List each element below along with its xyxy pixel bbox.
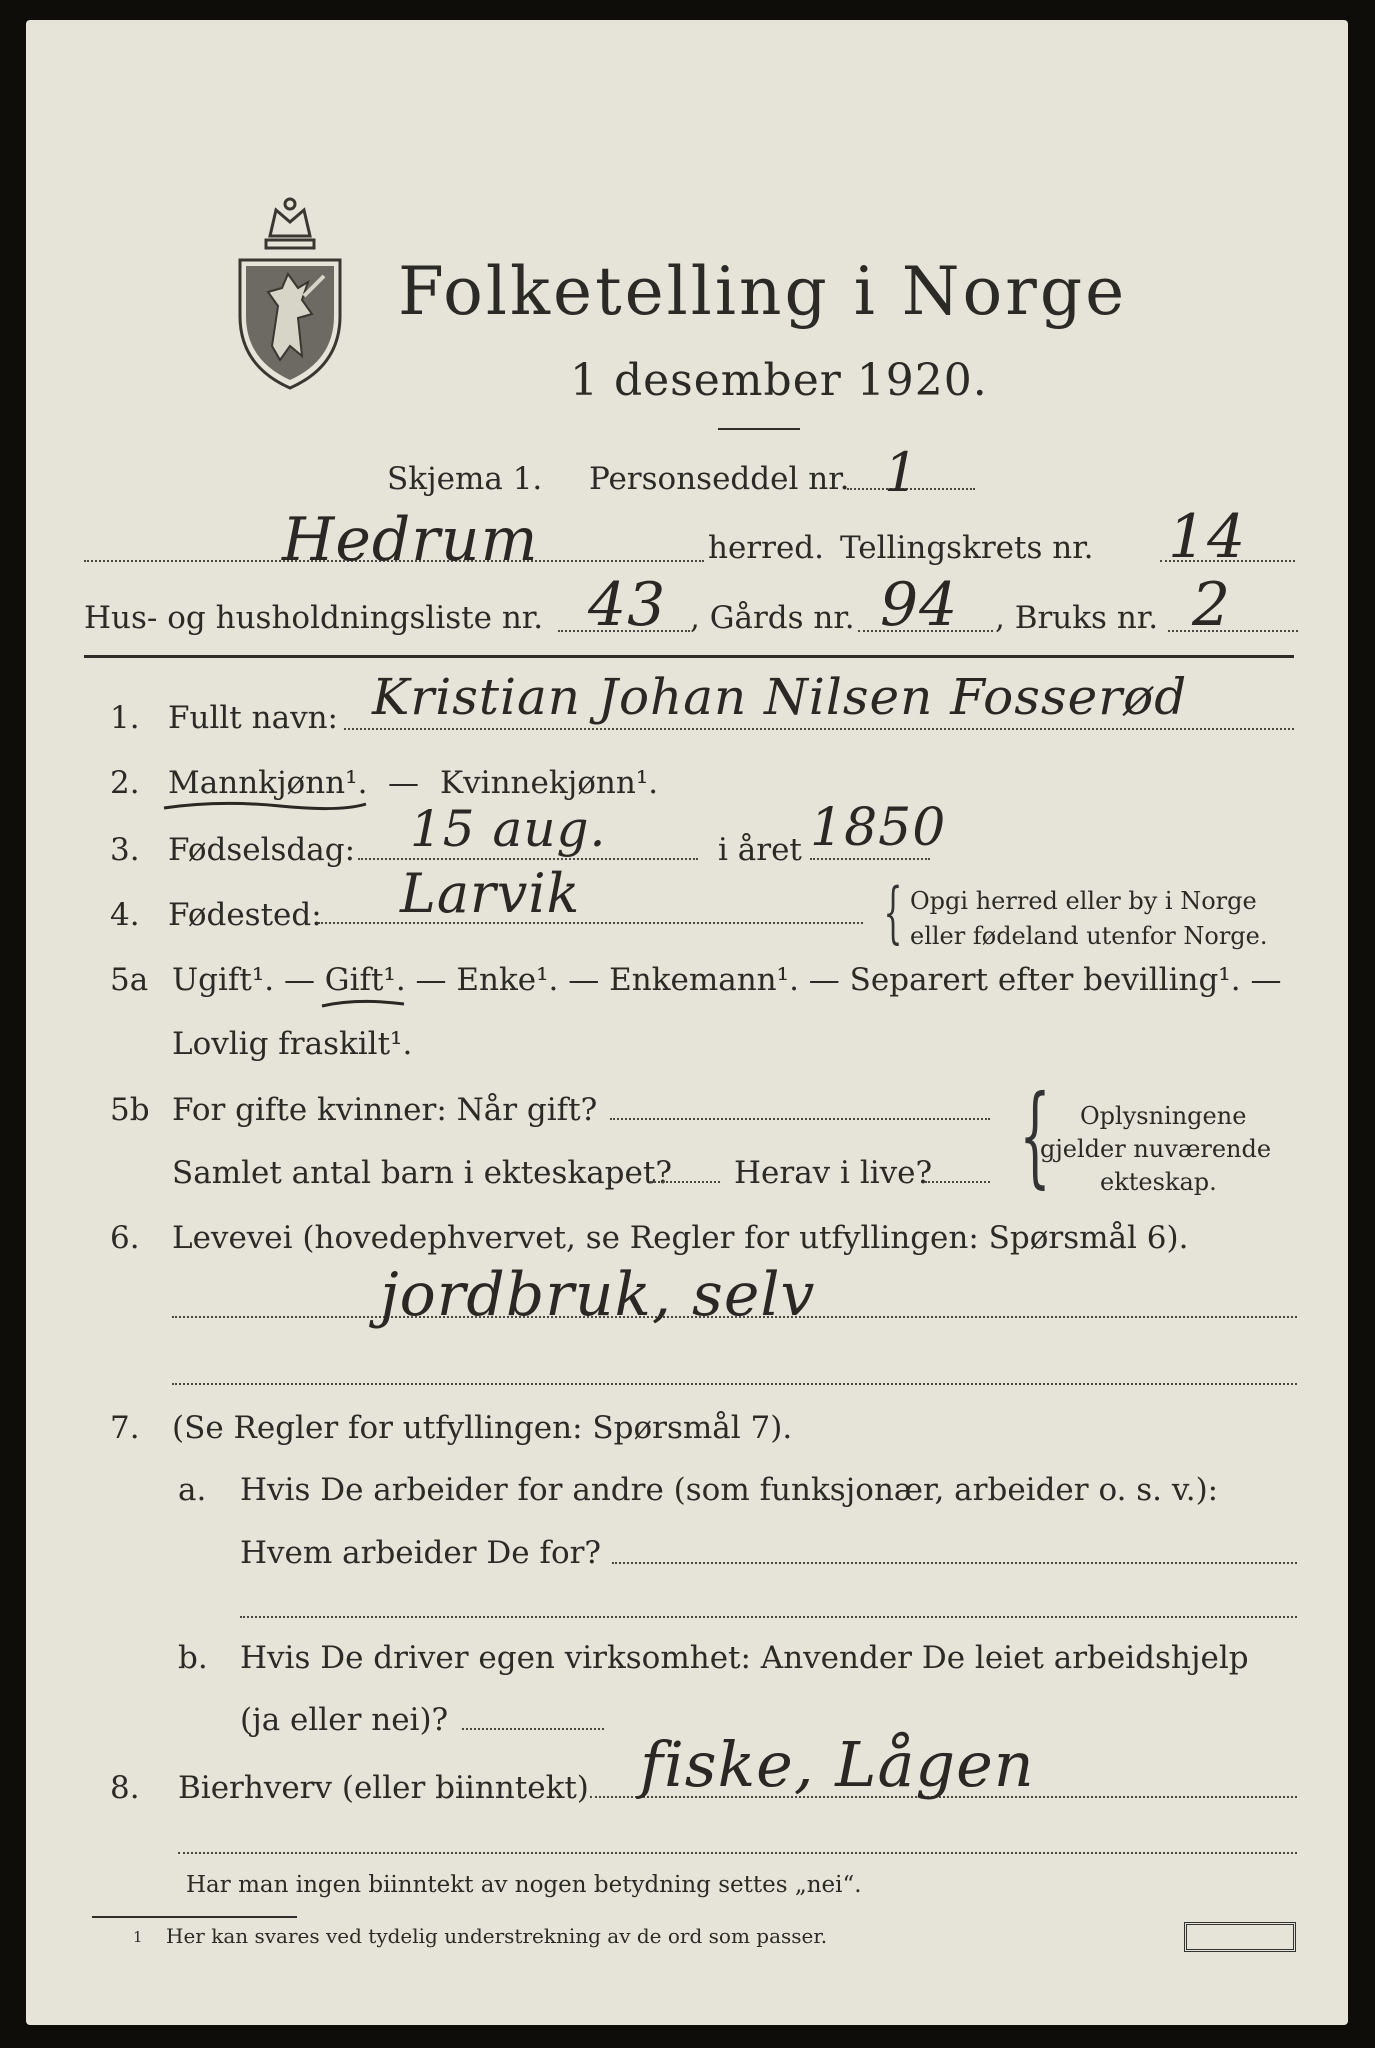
bierhverv-label: Bierhverv (eller biinntekt) [178,1770,589,1806]
hus-value[interactable]: 43 [588,570,667,640]
q7-number: 7. [110,1410,140,1446]
ekteskap-note-3: ekteskap. [1100,1168,1217,1196]
q1-number: 1. [110,700,140,736]
levevei-value[interactable]: jordbruk, selv [380,1260,816,1330]
fullt-navn-value[interactable]: Kristian Johan Nilsen Fosserød [372,668,1188,726]
footnote-rule [92,1916,297,1918]
form-title: Folketelling i Norge [398,253,1128,330]
fodested-note-2: eller fødeland utenfor Norge. [910,922,1268,950]
title-divider [718,428,800,430]
nar-gift-label: For gifte kvinner: Når gift? [172,1092,598,1128]
printer-stamp [1184,1922,1296,1952]
fullt-navn-label: Fullt navn: [168,700,338,736]
q6-number: 6. [110,1220,140,1256]
aret-value[interactable]: 1850 [810,798,947,858]
ekteskap-brace: { [1019,1071,1051,1199]
footnote-text: Her kan svares ved tydelig understrekning av de ord som passer. [166,1924,828,1948]
bierhverv-value[interactable]: fiske, Lågen [640,1728,1035,1801]
gift-underline-icon [318,996,408,1012]
q5a-number: 5a [110,962,149,998]
fodselsdag-line [358,858,698,860]
arbeider-for-line-2 [240,1616,1297,1618]
fodested-label: Fødested: [168,897,322,933]
tellingskrets-label: Tellingskrets nr. [840,530,1094,566]
footnote-mark: 1 [133,1928,143,1946]
levevei-line-2 [172,1383,1297,1385]
antal-barn-line [650,1181,720,1183]
herred-label: herred. [708,530,824,566]
q2-number: 2. [110,765,140,801]
q4-number: 4. [110,897,140,933]
gards-value[interactable]: 94 [880,570,959,640]
personseddel-label: Personseddel nr. [589,461,850,497]
q7-label: (Se Regler for utfyllingen: Spørsmål 7). [172,1410,793,1446]
q7b-letter: b. [178,1640,208,1676]
aret-line [810,858,930,860]
arbeider-for-line-1 [612,1562,1297,1564]
mannkjonn-underline-icon [160,798,370,814]
q5b-number: 5b [110,1092,150,1128]
bierhverv-line-2 [178,1852,1297,1854]
ja-eller-nei-label: (ja eller nei)? [240,1702,449,1738]
hus-label: Hus- og husholdningsliste nr. [84,600,544,636]
personseddel-value[interactable]: 1 [884,441,920,504]
q2-dash: — [388,765,419,801]
header-rule [84,655,1294,658]
q3-number: 3. [110,832,140,868]
q7a-question: Hvis De arbeider for andre (som funksjonær, arbeider o. s. v.): [240,1472,1219,1508]
herav-i-live-label: Herav i live? [734,1155,933,1191]
ja-eller-nei-line [462,1728,604,1730]
nar-gift-line [610,1118,990,1120]
fullt-navn-line [344,728,1294,730]
gards-label: , Gårds nr. [690,600,855,636]
bruks-line [1168,630,1298,632]
q7a-letter: a. [178,1472,207,1508]
no-income-note: Har man ingen biinntekt av nogen betydning settes „nei“. [186,1872,862,1898]
herred-value[interactable]: Hedrum [282,505,539,575]
tellingskrets-value[interactable]: 14 [1168,502,1247,572]
fodested-value[interactable]: Larvik [400,862,581,925]
fodested-note-1: Opgi herred eller by i Norge [910,887,1257,915]
lovlig-fraskilt-option[interactable]: Lovlig fraskilt¹. [172,1026,413,1062]
aret-label: i året [718,832,802,868]
antal-barn-label: Samlet antal barn i ekteskapet? [172,1155,672,1191]
mannkjonn-option[interactable]: Mannkjønn¹. [168,765,368,801]
bruks-value[interactable]: 2 [1192,570,1232,640]
sivilstand-options[interactable]: Ugift¹. — Gift¹. — Enke¹. — Enkemann¹. — Separert efter bevilling¹. — [172,962,1282,998]
arbeider-for-label: Hvem arbeider De for? [240,1535,602,1571]
census-date: 1 desember 1920. [570,355,988,406]
ekteskap-note-1: Oplysningene [1080,1102,1247,1130]
levevei-label: Levevei (hovedерhvervet, se Regler for utfyllingen: Spørsmål 6). [172,1220,1189,1256]
kvinnekjonn-option[interactable]: Kvinnekjønn¹. [440,765,659,801]
fodselsdag-value[interactable]: 15 aug. [410,800,607,858]
fodselsdag-label: Fødselsdag: [168,832,356,868]
fodested-brace: { [883,874,903,951]
herav-i-live-line [925,1181,990,1183]
q8-number: 8. [110,1770,140,1806]
q7b-question: Hvis De driver egen virksomhet: Anvender De leiet arbeidshjelp [240,1640,1249,1676]
bruks-label: , Bruks nr. [995,600,1159,636]
schema-label: Skjema 1. [387,461,543,497]
ekteskap-note-2: gjelder nuværende [1040,1135,1272,1163]
norwegian-coat-of-arms-icon [232,196,348,392]
